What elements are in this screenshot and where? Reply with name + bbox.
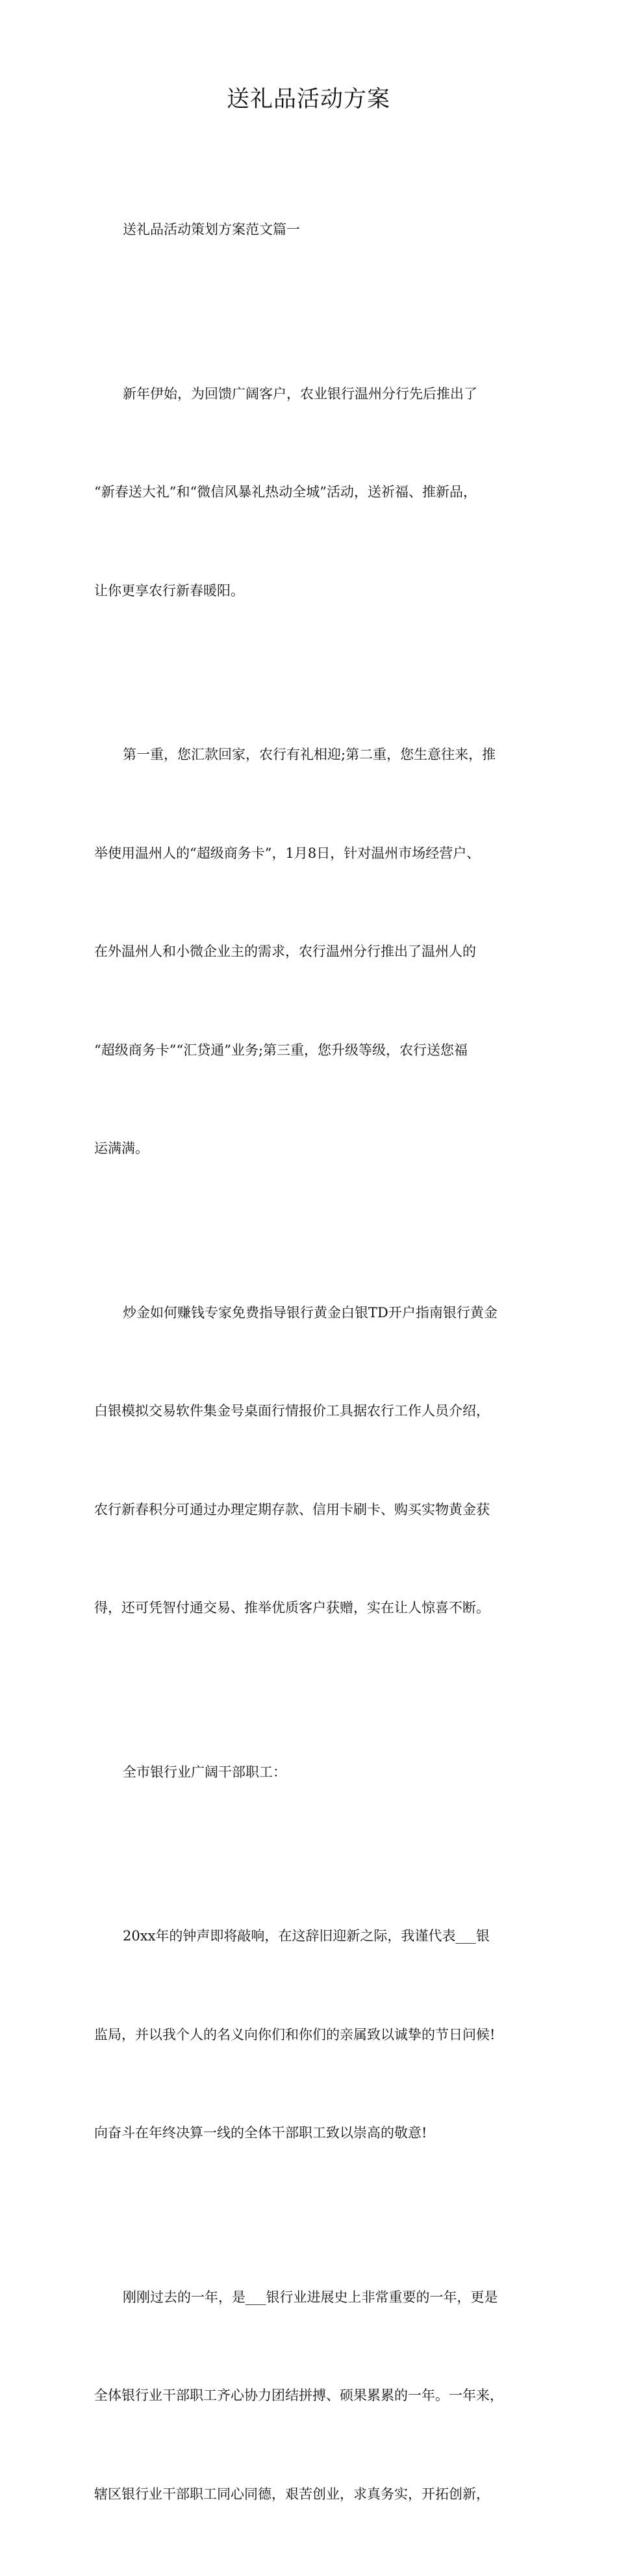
paragraph-line: 向奋斗在年终决算一线的全体干部职工致以崇高的敬意! [94,2117,536,2150]
paragraph-line: 新年伊始，为回馈广阔客户，农业银行温州分行先后推出了 [94,378,536,411]
paragraph-line: “超级商务卡”“汇贷通”业务;第三重，您升级等级，农行送您福 [94,1034,536,1067]
paragraph-line: 监局，并以我个人的名义向你们和你们的亲属致以诚挚的节日问候! [94,2018,536,2052]
document-page [0,0,617,873]
paragraph-line: 农行新春积分可通过办理定期存款、信用卡刷卡、购买实物黄金获 [94,1493,536,1526]
paragraph-line: 全体银行业干部职工齐心协力团结拼搏、硕果累累的一年。一年来， [94,2379,536,2412]
paragraph-line: “新春送大礼”和“微信风暴礼热动全城”活动，送祈福、推新品， [94,476,536,509]
paragraph [94,312,536,673]
paragraph [94,1854,536,2215]
paragraph-line: 得，还可凭智付通交易、推举优质客户获赠，实在让人惊喜不断。 [94,1591,536,1625]
document-body [94,148,536,2576]
paragraph-line: 举使用温州人的“超级商务卡”，1月8日，针对温州市场经营户、 [94,837,536,870]
paragraph [94,673,536,1231]
paragraph-heading [94,148,536,312]
paragraph [94,2215,536,2576]
paragraph-line: 刚刚过去的一年，是___银行业进展史上非常重要的一年，更是 [94,2281,536,2314]
paragraph-line: 全市银行业广阔干部职工： [94,1756,536,1789]
paragraph-line: 炒金如何赚钱专家免费指导银行黄金白银TD开户指南银行黄金 [94,1296,536,1330]
paragraph [94,1231,536,1690]
paragraph-line: 第一重，您汇款回家，农行有礼相迎;第二重，您生意往来，推 [94,738,536,771]
paragraph-line: 送礼品活动策划方案范文篇一 [94,213,536,246]
paragraph-line: 在外温州人和小微企业主的需求，农行温州分行推出了温州人的 [94,935,536,968]
paragraph-line: 运满满。 [94,1132,536,1165]
paragraph-line: 白银模拟交易软件集金号桌面行情报价工具据农行工作人员介绍， [94,1395,536,1428]
paragraph-line: 辖区银行业干部职工同心同德，艰苦创业，求真务实，开拓创新， [94,2478,536,2511]
paragraph-line: 让你更享农行新春暖阳。 [94,574,536,608]
document-title: 送礼品活动方案 [0,83,617,116]
paragraph-line: 20xx年的钟声即将敲响，在这辞旧迎新之际，我谨代表___银 [94,1920,536,1953]
paragraph [94,1690,536,1855]
